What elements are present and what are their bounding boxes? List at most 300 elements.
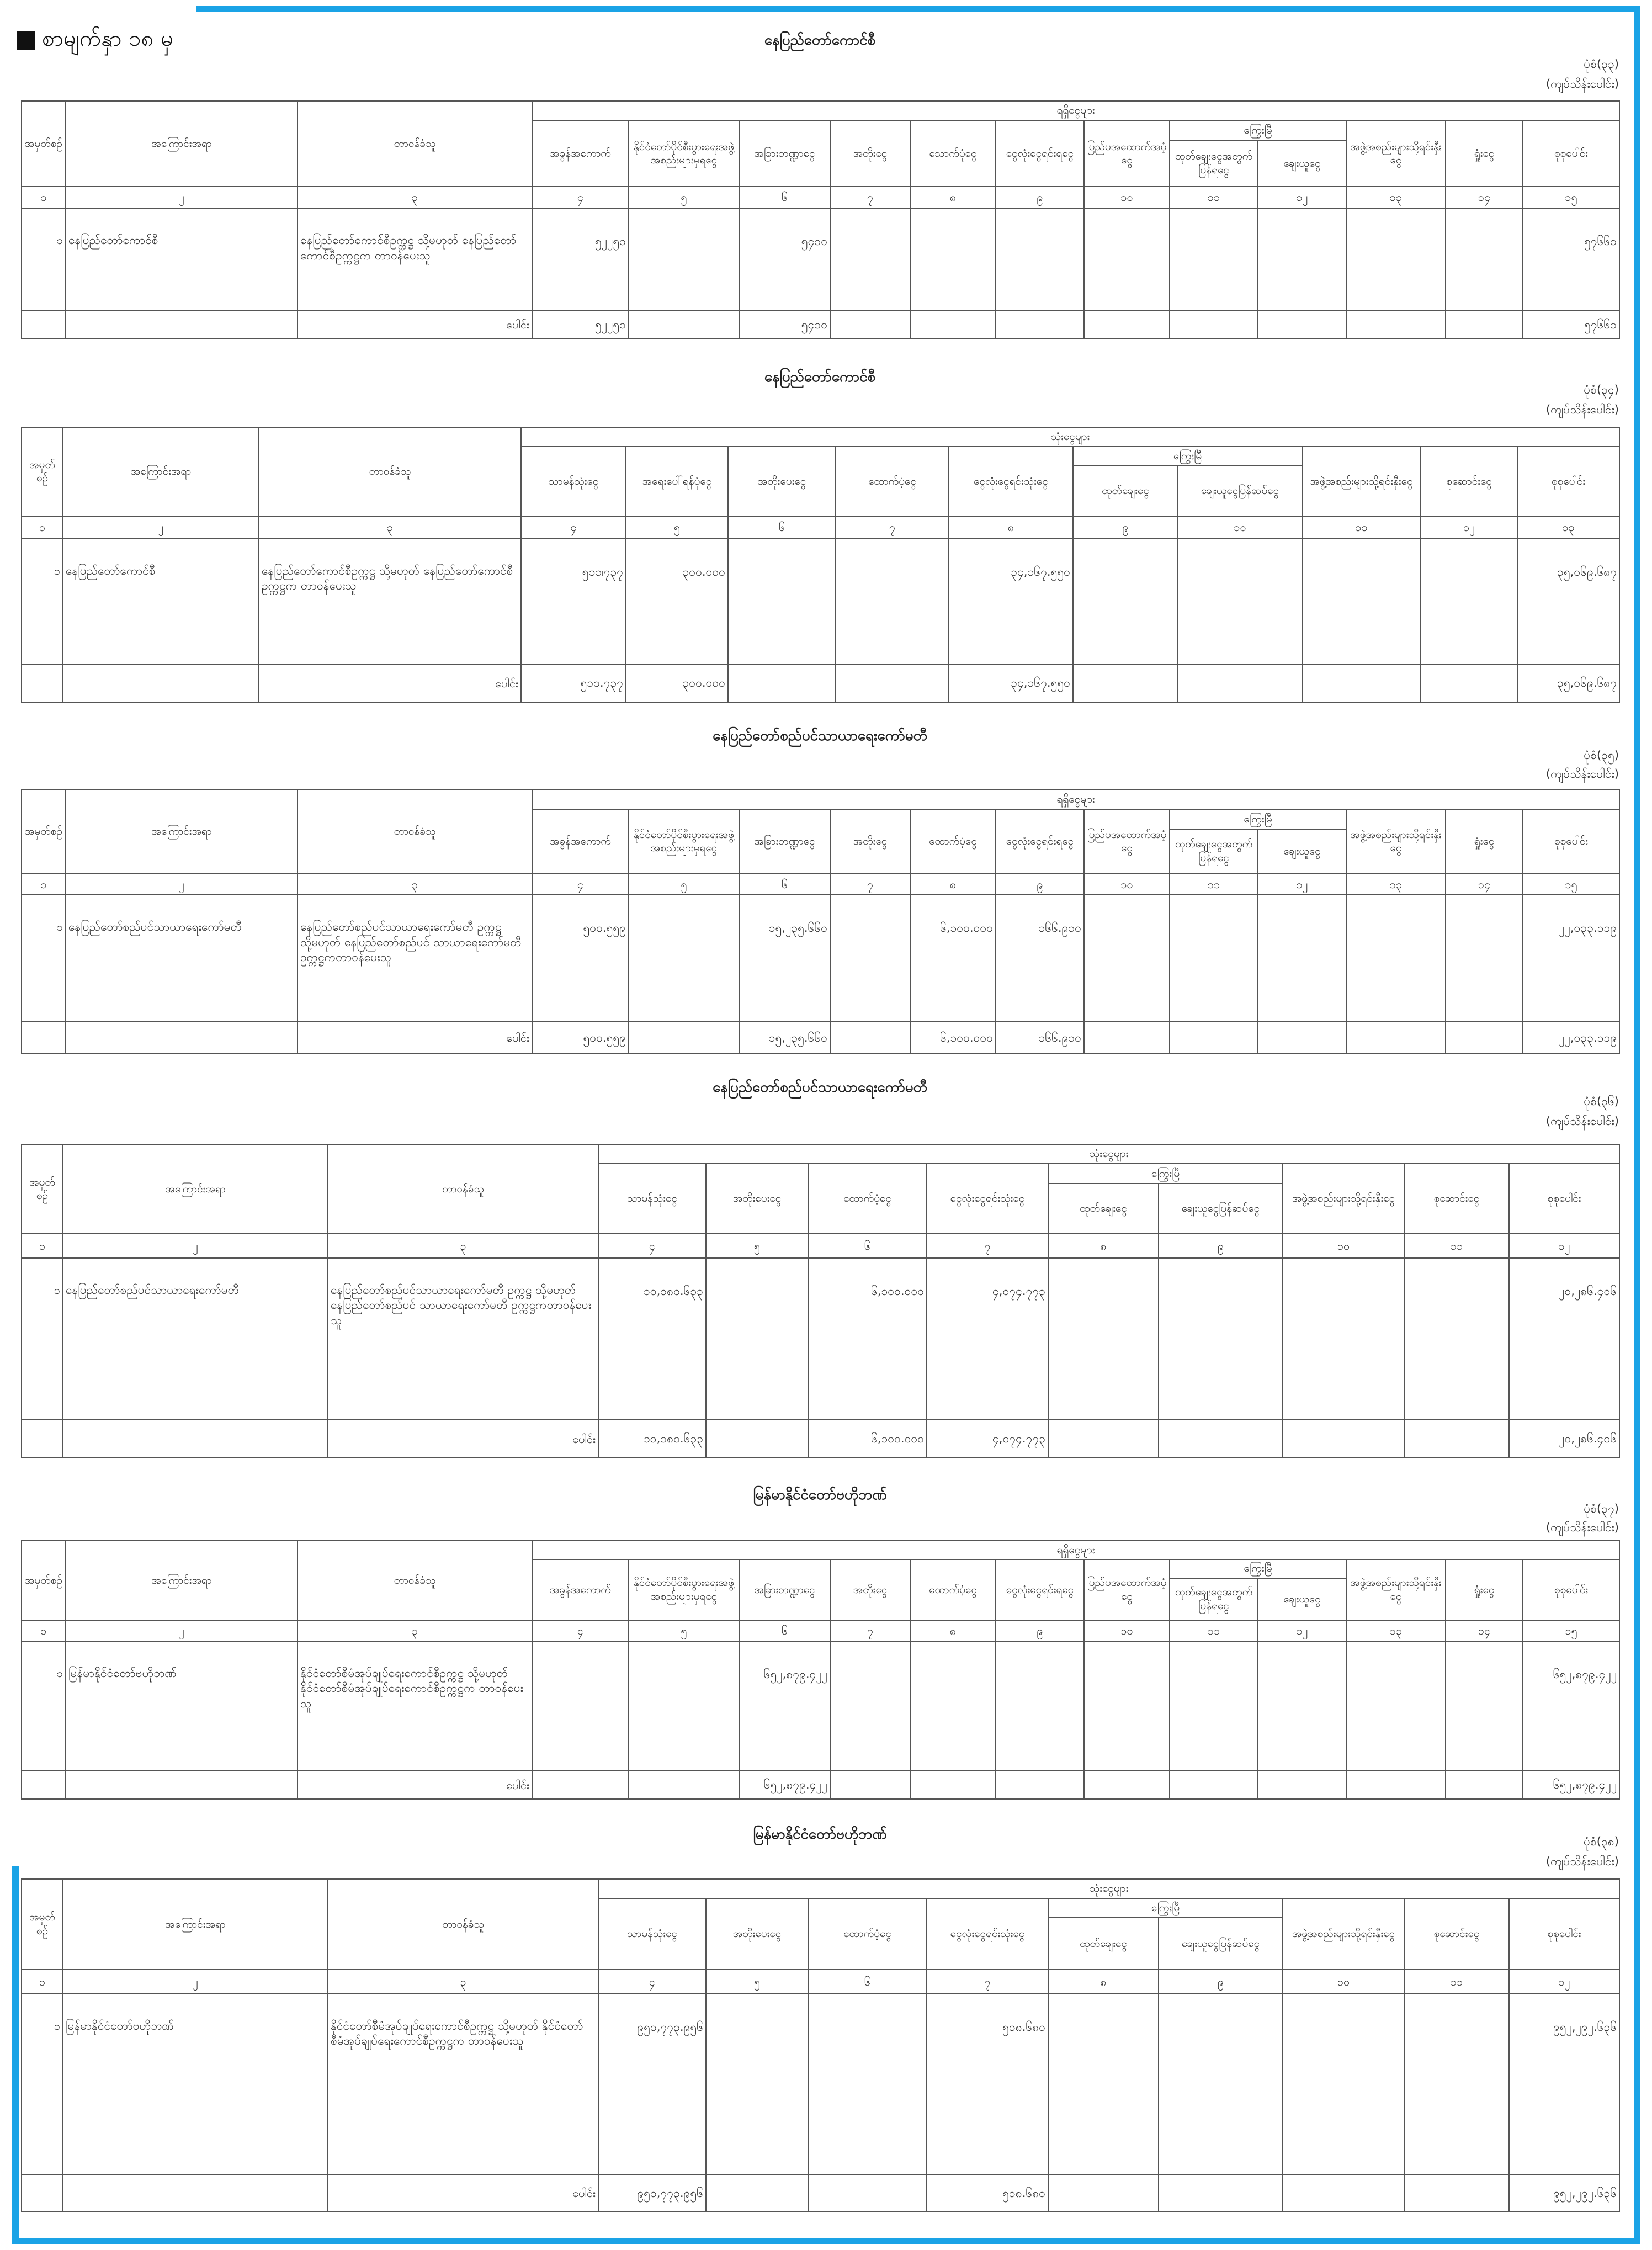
subgroup-header: ကြွေးမြီ <box>1170 1559 1346 1578</box>
col-header: နိုင်ငံတော်ပိုင်စီးပွားရေးအဖွဲ့အစည်းများမှရငွေ <box>629 121 739 187</box>
cell-empty <box>629 311 739 339</box>
section-title: နေပြည်တော်စည်ပင်သာယာရေးကော်မတီ <box>713 1079 927 1096</box>
index-cell: ၆ <box>808 1970 927 1994</box>
col-header-responsible: တာဝန်ခံသူ <box>298 1541 532 1621</box>
total-row <box>22 665 1619 702</box>
col-header: အတိုးပေးငွေ <box>728 447 836 516</box>
col-header: ရှုံးငွေ <box>1446 809 1523 873</box>
column-index-row <box>22 187 1619 208</box>
total-value: ၃၅,၀၆၉.၆၈၇ <box>1517 665 1619 702</box>
cell-empty <box>1302 665 1421 702</box>
col-header: ချေးယူငွေပြန်ဆပ်ငွေ <box>1178 466 1302 516</box>
total-row <box>22 1420 1619 1458</box>
index-cell: ၇ <box>830 873 910 895</box>
col-header: ထုတ်ချေးငွေအတွက်ပြန်ရငွေ <box>1170 140 1258 187</box>
index-cell: ၃ <box>298 187 532 208</box>
cell-empty <box>1170 1022 1258 1054</box>
subgroup-header: ကြွေးမြီ <box>1048 1898 1283 1918</box>
col-header: ချေးယူငွေ <box>1258 140 1346 187</box>
subgroup-header: ကြွေးမြီ <box>1073 447 1302 466</box>
cell-total: ၅၇၆၆၁ <box>1523 208 1619 311</box>
subgroup-header: ကြွေးမြီ <box>1170 809 1346 829</box>
index-cell: ၁ <box>22 516 63 539</box>
section-form-36 <box>21 1078 1619 1464</box>
cell-empty <box>1283 2175 1404 2211</box>
index-cell: ၈ <box>1048 1970 1159 1994</box>
cell-value: ၄,၀၇၄.၇၇၃ <box>927 1258 1048 1420</box>
row-responsible: နေပြည်တော်ကောင်စီဥက္ကဋ္ဌ သို့မဟုတ် နေပြည်တော်ကောင်စီဥက္ကဋ္ဌက တာဝန်ပေးသူ <box>298 208 532 311</box>
row-number: ၁ <box>22 895 66 1022</box>
index-cell: ၈ <box>1048 1234 1159 1258</box>
col-header: အခြားဘဏ္ဍာငွေ <box>739 809 830 873</box>
cell-empty <box>1084 895 1170 1022</box>
index-cell: ၁၀ <box>1283 1234 1404 1258</box>
row-item: မြန်မာနိုင်ငံတော်ဗဟိုဘဏ် <box>63 1994 328 2175</box>
total-row <box>22 1771 1619 1799</box>
table-row <box>22 1641 1619 1771</box>
col-header: စုစုပေါင်း <box>1523 1559 1619 1621</box>
index-cell: ၁၂ <box>1509 1234 1619 1258</box>
index-cell: ၄ <box>532 873 629 895</box>
cell-empty <box>1404 1994 1509 2175</box>
index-cell: ၇ <box>830 187 910 208</box>
col-header: အခွန်အကောက် <box>532 1559 629 1621</box>
index-cell: ၃ <box>259 516 521 539</box>
cell-empty <box>1258 208 1346 311</box>
cell-empty <box>830 895 910 1022</box>
blue-frame-top <box>196 6 1640 12</box>
col-header: ငွေလုံးငွေရင်းရငွေ <box>996 121 1084 187</box>
column-index-row <box>22 873 1619 895</box>
index-cell: ၈ <box>910 1621 996 1641</box>
col-header: အဖွဲ့အစည်းများသို့ရင်းနှီးငွေ <box>1346 1559 1446 1621</box>
cell-empty <box>1421 665 1517 702</box>
cell-empty <box>836 665 949 702</box>
cell-empty <box>910 208 996 311</box>
col-header: အတိုးပေးငွေ <box>706 1898 808 1970</box>
col-header: ချေးယူငွေ <box>1258 1578 1346 1621</box>
col-header-no: အမှတ်စဉ် <box>22 427 63 516</box>
index-cell: ၁၁ <box>1404 1234 1509 1258</box>
cell-empty <box>1084 1641 1170 1771</box>
expenditure-table <box>21 1878 1620 2212</box>
total-value: ၃၄,၁၆၇.၅၅၀ <box>949 665 1073 702</box>
col-header: သာမန်သုံးငွေ <box>598 1898 706 1970</box>
index-cell: ၅ <box>706 1970 808 1994</box>
group-header: သုံးငွေများ <box>521 427 1619 447</box>
total-label: ပေါင်း <box>259 665 521 702</box>
cell-empty <box>1258 1641 1346 1771</box>
row-item: နေပြည်တော်စည်ပင်သာယာရေးကော်မတီ <box>66 895 298 1022</box>
index-cell: ၄ <box>521 516 626 539</box>
col-header-responsible: တာဝန်ခံသူ <box>298 101 532 187</box>
section-form-38 <box>21 1824 1619 2222</box>
form-number: ပုံစံ(၃၆) <box>1584 1095 1619 1108</box>
cell-empty <box>1084 1022 1170 1054</box>
section-form-37 <box>21 1485 1619 1805</box>
col-header-responsible: တာဝန်ခံသူ <box>259 427 521 516</box>
expenditure-table <box>21 427 1620 703</box>
cell-empty <box>1346 1771 1446 1799</box>
blue-frame-bottom <box>12 2238 1640 2244</box>
cell-empty <box>63 2175 328 2211</box>
total-value: ၆,၁၀၀.၀၀၀ <box>910 1022 996 1054</box>
cell-empty <box>1421 539 1517 665</box>
cell-empty <box>830 208 910 311</box>
total-value: ၅၇၆၆၁ <box>1523 311 1619 339</box>
total-value: ၁၅,၂၃၅.၆၆၀ <box>739 1022 830 1054</box>
cell-empty <box>1048 1994 1159 2175</box>
col-header-no: အမှတ်စဉ် <box>22 790 66 873</box>
col-header: ထောက်ပံ့ငွေ <box>836 447 949 516</box>
cell-empty <box>1258 1771 1346 1799</box>
cell-empty <box>1446 1022 1523 1054</box>
col-header: စုစုပေါင်း <box>1509 1898 1619 1970</box>
row-number: ၁ <box>22 1641 66 1771</box>
cell-empty <box>1404 1258 1509 1420</box>
unit-label: (ကျပ်သိန်းပေါင်း) <box>1545 1115 1619 1128</box>
cell-empty <box>1346 311 1446 339</box>
index-cell: ၁၄ <box>1446 187 1523 208</box>
index-cell: ၉ <box>996 187 1084 208</box>
index-cell: ၆ <box>739 1621 830 1641</box>
col-header: အခွန်အကောက် <box>532 121 629 187</box>
cell-empty <box>910 311 996 339</box>
col-header: ပြည်ပအထောက်အပံ့ငွေ <box>1084 1559 1170 1621</box>
index-cell: ၇ <box>927 1234 1048 1258</box>
group-header: ရရှိငွေများ <box>532 1541 1619 1559</box>
cell-empty <box>1446 311 1523 339</box>
index-cell: ၁ <box>22 1621 66 1641</box>
index-cell: ၄ <box>598 1970 706 1994</box>
col-header-item: အကြောင်းအရာ <box>63 1879 328 1970</box>
cell-empty <box>1073 665 1178 702</box>
cell-empty <box>1159 1420 1283 1458</box>
total-value: ၅၁၈.၆၈၀ <box>927 2175 1048 2211</box>
section-title: မြန်မာနိုင်ငံတော်ဗဟိုဘဏ် <box>753 1487 887 1503</box>
cell-total: ၃၅,၀၆၉.၆၈၇ <box>1517 539 1619 665</box>
col-header: စုဆောင်းငွေ <box>1421 447 1517 516</box>
group-header: ရရှိငွေများ <box>532 101 1619 121</box>
col-header-responsible: တာဝန်ခံသူ <box>328 1144 598 1234</box>
unit-label: (ကျပ်သိန်းပေါင်း) <box>1545 403 1619 416</box>
cell-value: ၃၄,၁၆၇.၅၅၀ <box>949 539 1073 665</box>
col-header: ငွေလုံးငွေရင်းသုံးငွေ <box>927 1898 1048 1970</box>
index-cell: ၇ <box>836 516 949 539</box>
cell-empty <box>1446 895 1523 1022</box>
index-cell: ၉ <box>1159 1234 1283 1258</box>
column-index-row <box>22 1234 1619 1258</box>
col-header: ငွေလုံးငွေရင်းရငွေ <box>996 1559 1084 1621</box>
section-title: နေပြည်တော်ကောင်စီ <box>764 32 876 49</box>
col-header: စုစုပေါင်း <box>1523 809 1619 873</box>
cell-empty <box>1159 1258 1283 1420</box>
cell-empty <box>532 1771 629 1799</box>
row-responsible: နိုင်ငံတော်စီမံအုပ်ချုပ်ရေးကောင်စီဥက္ကဋ္ဌ သို့မဟုတ် နိုင်ငံတော်စီမံအုပ်ချုပ်ရေးကောင်စီဥက္ကဋ္ဌက တာဝန်ပေးသူ <box>298 1641 532 1771</box>
cell-empty <box>629 1022 739 1054</box>
cell-empty <box>706 2175 808 2211</box>
group-header: သုံးငွေများ <box>598 1144 1619 1164</box>
group-header: ရရှိငွေများ <box>532 790 1619 809</box>
col-header: အခြားဘဏ္ဍာငွေ <box>739 1559 830 1621</box>
cell-empty <box>1283 1994 1404 2175</box>
index-cell: ၂ <box>66 873 298 895</box>
row-number: ၁ <box>22 1258 63 1420</box>
index-cell: ၁၁ <box>1170 1621 1258 1641</box>
unit-label: (ကျပ်သိန်းပေါင်း) <box>1545 1855 1619 1868</box>
cell-empty <box>830 1641 910 1771</box>
cell-empty <box>1159 2175 1283 2211</box>
col-header: ရှုံးငွေ <box>1446 121 1523 187</box>
cell-empty <box>808 1994 927 2175</box>
col-header: အခွန်အကောက် <box>532 809 629 873</box>
index-cell: ၁၂ <box>1421 516 1517 539</box>
cell-total: ၉၅၂,၂၉၂.၆၃၆ <box>1509 1994 1619 2175</box>
col-header: သောက်ပုံငွေ <box>910 121 996 187</box>
cell-empty <box>532 1641 629 1771</box>
cell-empty <box>66 1022 298 1054</box>
cell-empty <box>706 1994 808 2175</box>
row-item: နေပြည်တော်စည်ပင်သာယာရေးကော်မတီ <box>63 1258 328 1420</box>
cell-empty <box>1084 1771 1170 1799</box>
col-header-responsible: တာဝန်ခံသူ <box>328 1879 598 1970</box>
cell-empty <box>996 1641 1084 1771</box>
index-cell: ၁၃ <box>1346 187 1446 208</box>
index-cell: ၇ <box>830 1621 910 1641</box>
index-cell: ၁၁ <box>1404 1970 1509 1994</box>
cell-value: ၅၁၈.၆၈၀ <box>927 1994 1048 2175</box>
total-value: ၆၅၂,၈၇၉.၄၂၂ <box>1523 1771 1619 1799</box>
col-header-responsible: တာဝန်ခံသူ <box>298 790 532 873</box>
cell-empty <box>1404 2175 1509 2211</box>
cell-empty <box>1084 311 1170 339</box>
index-cell: ၁ <box>22 1970 63 1994</box>
cell-empty <box>63 665 259 702</box>
form-number: ပုံစံ(၃၈) <box>1584 1835 1619 1848</box>
col-header-item: အကြောင်းအရာ <box>63 1144 328 1234</box>
col-header: စုစုပေါင်း <box>1523 121 1619 187</box>
index-cell: ၅ <box>629 873 739 895</box>
index-cell: ၁၅ <box>1523 873 1619 895</box>
col-header: အတိုးငွေ <box>830 1559 910 1621</box>
col-header: စုစုပေါင်း <box>1517 447 1619 516</box>
index-cell: ၁၃ <box>1346 1621 1446 1641</box>
col-header: ထောက်ပံ့ငွေ <box>808 1164 927 1234</box>
cell-empty <box>1446 208 1523 311</box>
cell-empty <box>830 1771 910 1799</box>
cell-value: ၅၂၂၅၁ <box>532 208 629 311</box>
cell-empty <box>910 1641 996 1771</box>
col-header: အတိုးပေးငွေ <box>706 1164 808 1234</box>
cell-empty <box>1048 1258 1159 1420</box>
cell-empty <box>1404 1420 1509 1458</box>
col-header: ထောက်ပံ့ငွေ <box>910 1559 996 1621</box>
cell-empty <box>996 1771 1084 1799</box>
col-header: ထောက်ပံ့ငွေ <box>910 809 996 873</box>
cell-value: ၆,၁၀၀.၀၀၀ <box>910 895 996 1022</box>
total-label: ပေါင်း <box>328 2175 598 2211</box>
total-value: ၂၀,၂၈၆.၄၀၆ <box>1509 1420 1619 1458</box>
cell-empty <box>1170 208 1258 311</box>
total-value: ၆,၁၀၀.၀၀၀ <box>808 1420 927 1458</box>
group-header: သုံးငွေများ <box>598 1879 1619 1898</box>
cell-empty <box>22 2175 63 2211</box>
cell-empty <box>1170 1771 1258 1799</box>
index-cell: ၁၃ <box>1346 873 1446 895</box>
total-label: ပေါင်း <box>328 1420 598 1458</box>
col-header-no: အမှတ်စဉ် <box>22 1144 63 1234</box>
column-index-row <box>22 1621 1619 1641</box>
row-responsible: နေပြည်တော်ကောင်စီဥက္ကဋ္ဌ သို့မဟုတ် နေပြည်တော်ကောင်စီဥက္ကဋ္ဌက တာဝန်ပေးသူ <box>259 539 521 665</box>
index-cell: ၉ <box>996 1621 1084 1641</box>
cell-empty <box>1346 1022 1446 1054</box>
cell-total: ၂၀,၂၈၆.၄၀၆ <box>1509 1258 1619 1420</box>
index-cell: ၁ <box>22 873 66 895</box>
expenditure-table <box>21 1144 1620 1458</box>
section-title: နေပြည်တော်စည်ပင်သာယာရေးကော်မတီ <box>713 728 927 744</box>
index-cell: ၈ <box>910 873 996 895</box>
col-header: စုဆောင်းငွေ <box>1404 1898 1509 1970</box>
row-number: ၁ <box>22 1994 63 2175</box>
row-item: မြန်မာနိုင်ငံတော်ဗဟိုဘဏ် <box>66 1641 298 1771</box>
cell-empty <box>996 208 1084 311</box>
index-cell: ၂ <box>66 1621 298 1641</box>
total-value: ၃၀၀.၀၀၀ <box>626 665 728 702</box>
cell-empty <box>66 311 298 339</box>
col-header: ထောက်ပံ့ငွေ <box>808 1898 927 1970</box>
cell-value: ၁၅,၂၃၅.၆၆၀ <box>739 895 830 1022</box>
form-number: ပုံစံ(၃၇) <box>1584 1502 1619 1515</box>
cell-empty <box>1178 665 1302 702</box>
total-label: ပေါင်း <box>298 1771 532 1799</box>
index-cell: ၁၃ <box>1517 516 1619 539</box>
row-number: ၁ <box>22 208 66 311</box>
index-cell: ၃ <box>328 1234 598 1258</box>
index-cell: ၁ <box>22 1234 63 1258</box>
section-title: နေပြည်တော်ကောင်စီ <box>764 369 876 385</box>
index-cell: ၂ <box>63 516 259 539</box>
cell-empty <box>1302 539 1421 665</box>
index-cell: ၉ <box>1159 1970 1283 1994</box>
index-cell: ၁၂ <box>1258 1621 1346 1641</box>
total-row <box>22 311 1619 339</box>
table-row <box>22 539 1619 665</box>
cell-empty <box>1346 1641 1446 1771</box>
col-header-no: အမှတ်စဉ် <box>22 1541 66 1621</box>
col-header: အတိုးငွေ <box>830 809 910 873</box>
index-cell: ၂ <box>63 1234 328 1258</box>
index-cell: ၆ <box>808 1234 927 1258</box>
total-value: ၅၂၂၅၁ <box>532 311 629 339</box>
cell-empty <box>629 1641 739 1771</box>
col-header-item: အကြောင်းအရာ <box>63 427 259 516</box>
cell-empty <box>830 1022 910 1054</box>
unit-label: (ကျပ်သိန်းပေါင်း) <box>1545 1521 1619 1534</box>
col-header: ချေးယူငွေပြန်ဆပ်ငွေ <box>1159 1184 1283 1234</box>
index-cell: ၅ <box>706 1234 808 1258</box>
section-form-35 <box>21 726 1619 1057</box>
index-cell: ၁၄ <box>1446 1621 1523 1641</box>
cell-empty <box>66 1771 298 1799</box>
index-cell: ၄ <box>598 1234 706 1258</box>
section-form-34 <box>21 367 1619 709</box>
index-cell: ၁၀ <box>1178 516 1302 539</box>
table-row <box>22 1258 1619 1420</box>
index-cell: ၆ <box>739 187 830 208</box>
column-index-row <box>22 516 1619 539</box>
cell-value: ၃၀၀.၀၀၀ <box>626 539 728 665</box>
index-cell: ၉ <box>996 873 1084 895</box>
index-cell: ၄ <box>532 187 629 208</box>
index-cell: ၂ <box>63 1970 328 1994</box>
cell-empty <box>22 311 66 339</box>
index-cell: ၅ <box>626 516 728 539</box>
cell-empty <box>1048 2175 1159 2211</box>
cell-empty <box>1084 208 1170 311</box>
total-value: ၉၅၁,၇၇၃.၉၅၆ <box>598 2175 706 2211</box>
total-value: ၁၀,၁၈၀.၆၃၃ <box>598 1420 706 1458</box>
index-cell: ၈ <box>910 187 996 208</box>
col-header: ချေးယူငွေပြန်ဆပ်ငွေ <box>1159 1918 1283 1970</box>
index-cell: ၁၅ <box>1523 1621 1619 1641</box>
index-cell: ၁၀ <box>1283 1970 1404 1994</box>
cell-empty <box>629 895 739 1022</box>
total-value: ၅၁၁.၇၃၇ <box>521 665 626 702</box>
cell-empty <box>1178 539 1302 665</box>
row-responsible: နိုင်ငံတော်စီမံအုပ်ချုပ်ရေးကောင်စီဥက္ကဋ္ဌ သို့မဟုတ် နိုင်ငံတော်စီမံအုပ်ချုပ်ရေးကောင်စီဥက္ကဋ္ဌက တာဝန်ပေးသူ <box>328 1994 598 2175</box>
index-cell: ၁၂ <box>1258 187 1346 208</box>
cell-value: ၁၆၆.၉၁၀ <box>996 895 1084 1022</box>
row-item: နေပြည်တော်ကောင်စီ <box>63 539 259 665</box>
total-value: ၆၅၂,၈၇၉.၄၂၂ <box>739 1771 830 1799</box>
row-responsible: နေပြည်တော်စည်ပင်သာယာရေးကော်မတီ ဥက္ကဋ္ဌ သို့မဟုတ် နေပြည်တော်စည်ပင် သာယာရေးကော်မတီ ဥက္ကဋ္ဌကတာဝန်ပေးသူ <box>328 1258 598 1420</box>
total-row <box>22 2175 1619 2211</box>
col-header: ပြည်ပအထောက်အပံ့ငွေ <box>1084 121 1170 187</box>
subgroup-header: ကြွေးမြီ <box>1170 121 1346 141</box>
cell-empty <box>1446 1771 1523 1799</box>
cell-empty <box>1048 1420 1159 1458</box>
cell-empty <box>1170 311 1258 339</box>
index-cell: ၈ <box>949 516 1073 539</box>
col-header-item: အကြောင်းအရာ <box>66 1541 298 1621</box>
col-header: ရှုံးငွေ <box>1446 1559 1523 1621</box>
cell-total: ၆၅၂,၈၇၉.၄၂၂ <box>1523 1641 1619 1771</box>
cell-empty <box>706 1258 808 1420</box>
cell-empty <box>836 539 949 665</box>
index-cell: ၄ <box>532 1621 629 1641</box>
subgroup-header: ကြွေးမြီ <box>1048 1164 1283 1183</box>
col-header: အဖွဲ့အစည်းများသို့ရင်းနှီးငွေ <box>1302 447 1421 516</box>
col-header: ငွေလုံးငွေရင်းရငွေ <box>996 809 1084 873</box>
unit-label: (ကျပ်သိန်းပေါင်း) <box>1545 77 1619 91</box>
index-cell: ၃ <box>298 1621 532 1641</box>
total-value: ၅၄၁၀ <box>739 311 830 339</box>
cell-empty <box>1283 1420 1404 1458</box>
cell-empty <box>1258 895 1346 1022</box>
col-header: ထုတ်ချေးငွေ <box>1048 1918 1159 1970</box>
col-header: အခြားဘဏ္ဍာငွေ <box>739 121 830 187</box>
index-cell: ၁၄ <box>1446 873 1523 895</box>
total-value: ၅၀၀.၅၅၉ <box>532 1022 629 1054</box>
col-header: အဖွဲ့အစည်းများသို့ရင်းနှီးငွေ <box>1346 809 1446 873</box>
form-number: ပုံစံ(၃၅) <box>1584 749 1619 762</box>
col-header: အဖွဲ့အစည်းများသို့ရင်းနှီးငွေ <box>1283 1898 1404 1970</box>
index-cell: ၃ <box>298 873 532 895</box>
col-header-item: အကြောင်းအရာ <box>66 101 298 187</box>
cell-value: ၆၅၂,၈၇၉.၄၂၂ <box>739 1641 830 1771</box>
index-cell: ၁၁ <box>1170 873 1258 895</box>
col-header: အတိုးငွေ <box>830 121 910 187</box>
